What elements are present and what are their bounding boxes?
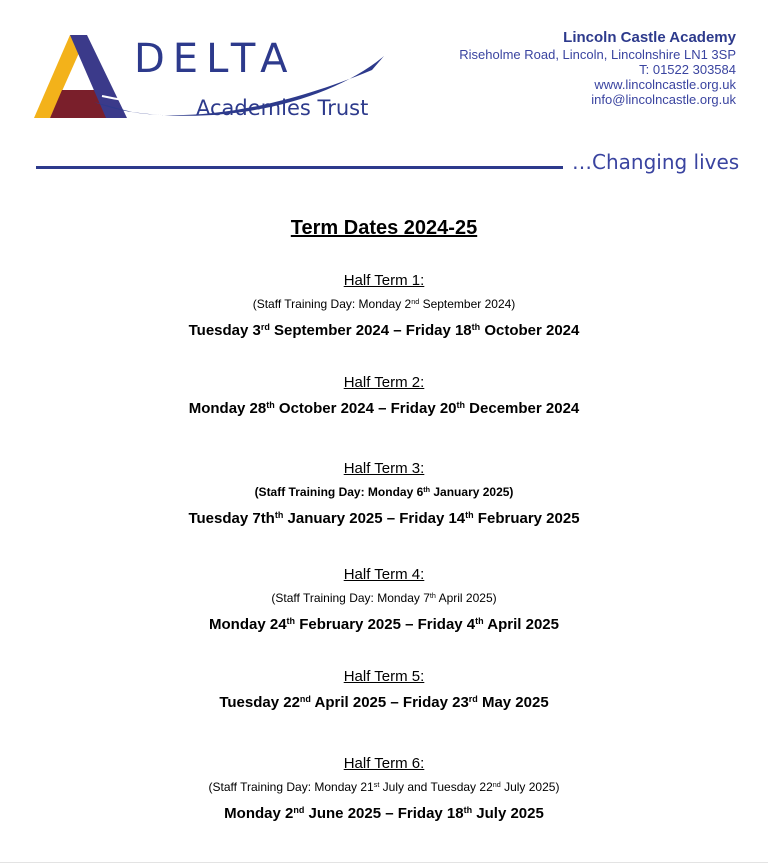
staff-training-day: (Staff Training Day: Monday 2nd September 2024) [252, 297, 516, 311]
term-label: Half Term 2: [343, 374, 425, 391]
term-dates: Monday 2nd June 2025 – Friday 18th July 2025 [224, 805, 544, 822]
term-label: Half Term 6: [343, 755, 425, 772]
school-website-link[interactable]: www.lincolncastle.org.uk [594, 77, 736, 92]
tagline: …Changing lives [572, 150, 740, 174]
staff-training-day: (Staff Training Day: Monday 21st July and Tuesday 22nd July 2025) [208, 780, 560, 794]
school-email-link[interactable]: info@lincolncastle.org.uk [591, 92, 736, 107]
half-term-1 [0, 271, 768, 341]
header-divider [36, 166, 563, 169]
staff-training-day: (Staff Training Day: Monday 7th April 2025) [271, 591, 497, 605]
half-term-4 [0, 565, 768, 635]
term-label: Half Term 1: [343, 272, 425, 289]
term-dates: Tuesday 22nd April 2025 – Friday 23rd May 2025 [219, 694, 549, 711]
logo-subtitle: Academies Trust [196, 96, 369, 120]
term-dates: Tuesday $7th^{th}$ January 2025 – Friday 14th February 2025 [188, 510, 580, 527]
term-label: Half Term 3: [343, 460, 425, 477]
term-label: Half Term 5: [343, 668, 425, 685]
half-term-2 [0, 373, 768, 419]
half-term-6 [0, 754, 768, 824]
staff-training-day: (Staff Training Day: Monday 6th January 2025) [254, 485, 514, 499]
term-dates: Monday 24th February 2025 – Friday 4th April 2025 [209, 616, 559, 633]
half-term-3 [0, 459, 768, 529]
term-label: Half Term 4: [343, 566, 425, 583]
page-bottom-divider [0, 862, 768, 863]
school-phone: T: 01522 303584 [639, 62, 736, 77]
logo-word: DELTA [134, 36, 296, 82]
term-dates: Monday 28th October 2024 – Friday 20th December 2024 [188, 400, 580, 417]
page-title: Term Dates 2024-25 [290, 217, 478, 239]
half-term-5 [0, 667, 768, 713]
school-name: Lincoln Castle Academy [563, 29, 736, 46]
term-dates: Tuesday 3rd September 2024 – Friday 18th October 2024 [188, 322, 580, 339]
school-address: Riseholme Road, Lincoln, Lincolnshire LN1 3SP [459, 47, 736, 62]
school-contact [459, 29, 736, 107]
